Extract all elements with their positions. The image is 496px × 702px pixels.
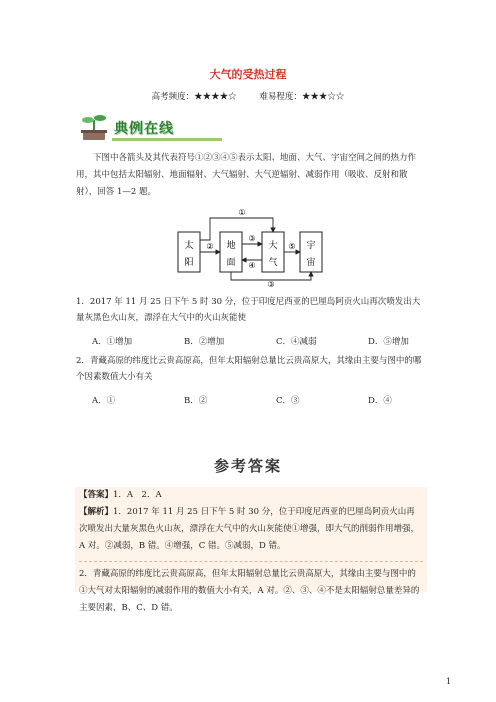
answer-box <box>75 487 427 613</box>
question-2-stem: 2．青藏高原的纬度比云贵高原高，但年太阳辐射总量比云贵高原大，其缘由主要与图中的哪个因素数值大小有关 <box>76 356 422 382</box>
box-sun-line2: 阳 <box>184 258 194 268</box>
box-atmosphere-line2: 气 <box>268 258 278 268</box>
frequency-rating: 高考频度：★★★★☆ <box>151 92 237 102</box>
question-1-stem: 1．2017 年 11 月 25 日下午 5 时 30 分，位于印度尼西亚的巴厘岛阿贡火山再次喷发出大量灰黑色火山灰，漂浮在大气中的火山灰能使 <box>76 297 421 323</box>
q1-option-c: C．④减弱 <box>276 337 317 347</box>
q1-option-d: D．⑤增加 <box>368 337 409 347</box>
answer-key-label: 【答案】 <box>79 490 114 500</box>
box-space-line2: 宙 <box>306 258 316 268</box>
page-number: 1 <box>446 677 452 686</box>
q2-option-b: B．② <box>184 396 208 406</box>
question-1-options <box>92 335 460 347</box>
arrow-3b-label: ③ <box>267 280 275 288</box>
box-sun-line1: 太 <box>184 241 194 251</box>
box-ground <box>220 232 242 272</box>
banner-label: 典例在线 <box>114 121 174 137</box>
arrow-3b-line <box>231 272 311 280</box>
box-ground-line2: 面 <box>226 258 236 268</box>
arrow-1-label: ① <box>238 208 246 217</box>
answer-key-text: 1．A 2．A <box>113 490 162 500</box>
analysis-label: 【解析】 <box>79 507 114 517</box>
banner-underline <box>112 138 222 141</box>
plant-icon <box>76 112 112 142</box>
arrow-2-label: ② <box>206 242 214 251</box>
answer-key-line <box>79 487 423 504</box>
box-atmosphere-line1: 大 <box>268 241 278 251</box>
difficulty-rating: 难易程度：★★★☆☆ <box>259 92 345 102</box>
difficulty-meta <box>0 90 496 102</box>
section-banner <box>76 112 194 142</box>
answer-divider <box>79 561 423 562</box>
arrow-3-label: ③ <box>248 234 256 243</box>
answer-banner: 参考答案 <box>213 457 282 475</box>
heat-diagram <box>176 206 326 288</box>
arrow-5-label: ⑤ <box>288 242 296 251</box>
q1-option-b: B．②增加 <box>184 337 225 347</box>
q1-option-a: A．①增加 <box>92 337 133 347</box>
page-title: 大气的受热过程 <box>209 68 287 81</box>
box-sun <box>178 232 200 272</box>
question-2-options <box>92 394 460 406</box>
box-space <box>300 232 322 272</box>
q2-option-d: D．④ <box>368 396 392 406</box>
q2-option-c: C．③ <box>276 396 300 406</box>
box-space-line1: 宇 <box>306 241 316 251</box>
box-atmosphere <box>262 232 284 272</box>
box-ground-line1: 地 <box>226 241 236 251</box>
arrow-4-label: ④ <box>248 261 256 270</box>
analysis-2-text: 2．青藏高原的纬度比云贵高原高，但年太阳辐射总量比云贵高原大，其缘由主要与图中的①大气对太阳辐射的减弱作用的数值大小有关，A 对。②、③、④不是太阳辐射总量差异的主要因素，B、C、D 错。 <box>79 569 420 613</box>
intro-paragraph: 下图中各箭头及其代表符号①②③④⑤表示太阳、地面、大气、宇宙空间之间的热力作用，其中包括太阳辐射、地面辐射、大气辐射、大气逆辐射、减弱作用（吸收、反射和散射），回答 1—2 题。 <box>76 153 417 197</box>
analysis-1 <box>79 504 423 555</box>
analysis-1-text: 1．2017 年 11 月 25 日下午 5 时 30 分，位于印度尼西亚的巴厘岛阿贡火山再次喷发出大量灰黑色火山灰，漂浮在大气中的火山灰能使①增强，即大气的削弱作用增强，A 对。②减弱，B 错。④增强，C 错。⑤减弱，D 错。 <box>79 507 420 551</box>
q2-option-a: A．① <box>92 396 116 406</box>
